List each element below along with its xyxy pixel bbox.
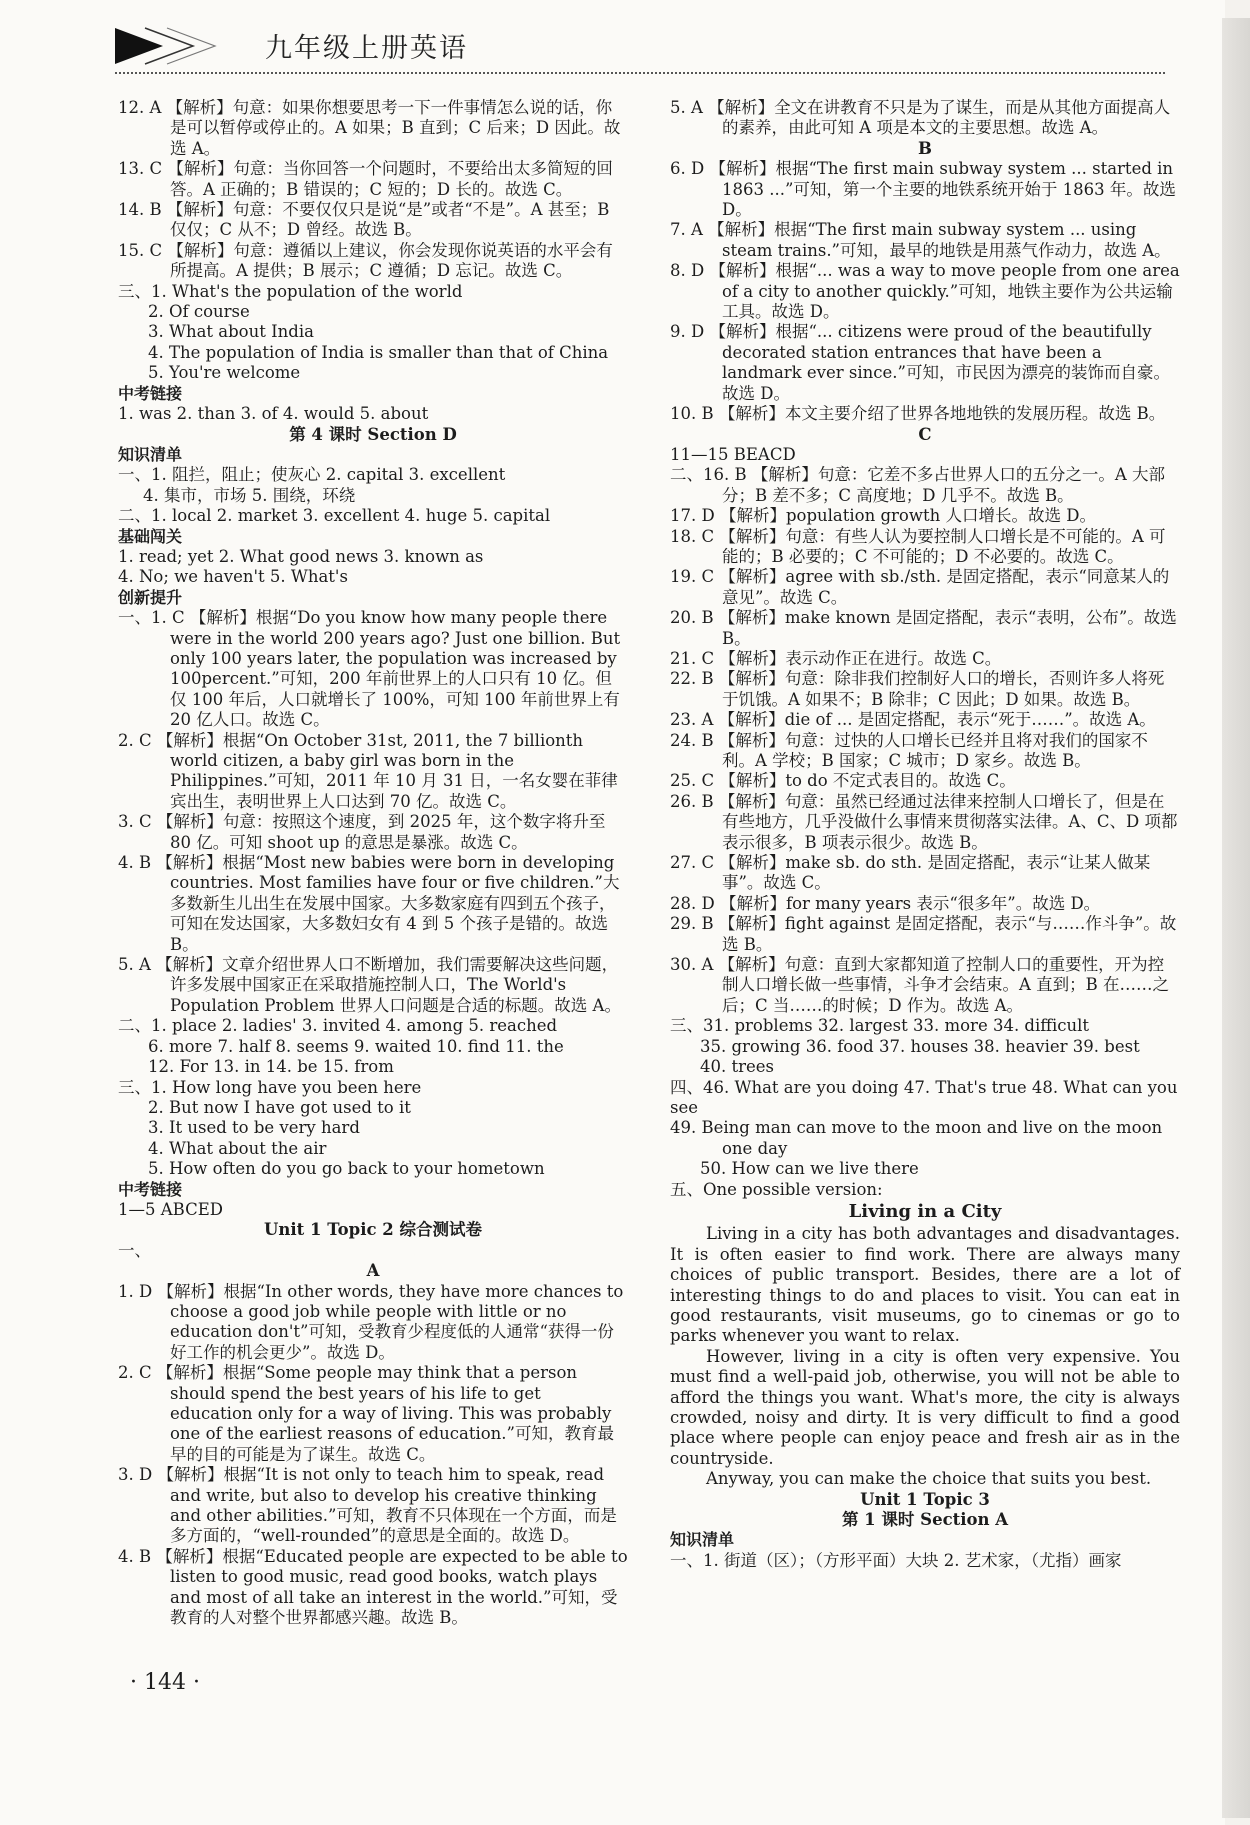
arrow-logo-icon <box>115 24 225 68</box>
right-line: 8. D 【解析】根据“... was a way to move people from one area of a city to another quickly.”可知，地铁主要作为公共运输工具。故选 D。 <box>670 261 1180 322</box>
left-line: 中考链接 <box>118 383 183 403</box>
left-line: 3. It used to be very hard <box>148 1118 360 1138</box>
right-line: 25. C 【解析】to do 不定式表目的。故选 C。 <box>670 771 1016 791</box>
left-line: 4. What about the air <box>148 1138 327 1158</box>
left-line: 3. What about India <box>148 322 314 342</box>
right-answers <box>670 98 1180 1200</box>
left-line: 5. How often do you go back to your hometown <box>148 1159 545 1179</box>
header-divider <box>115 72 1165 74</box>
right-line: 49. Being man can move to the moon and live on the moon one day <box>670 1118 1163 1158</box>
left-line: 第 4 课时 Section D <box>289 424 457 444</box>
right-line: 四、46. What are you doing 47. That's true 48. What can you see <box>670 1077 1178 1117</box>
right-line: 50. How can we live there <box>700 1159 919 1179</box>
left-column <box>118 98 628 1628</box>
right_tail-line: Unit 1 Topic 3 <box>860 1489 990 1509</box>
right_tail-line: 知识清单 <box>670 1530 735 1550</box>
right-line: 11—15 BEACD <box>670 444 796 464</box>
right-line: 7. A 【解析】根据“The first main subway system ... using steam trains.”可知，最早的地铁是用蒸气作动力，故选 A。 <box>670 220 1171 260</box>
left-line: 2. C 【解析】根据“Some people may think that a person should spend the best years of his life to get education only for a way of living. This was probably one of the earliest reasons of education.”可知，教育最早的目的可能是为了谋生。故选 C。 <box>118 1363 614 1464</box>
right-line: 9. D 【解析】根据“... citizens were proud of the beautifully decorated station entrances that have been a landmark ever since.”可知，市民因为漂亮的装饰而自豪。故选 D。 <box>670 322 1170 403</box>
next-section <box>670 1490 1180 1572</box>
right-line: 6. D 【解析】根据“The first main subway system ... started in 1863 ...”可知，第一个主要的地铁系统开始于 1863 年。故选 D。 <box>670 159 1176 220</box>
left-line: 一、1. 阻拦，阻止；使灰心 2. capital 3. excellent <box>118 465 506 485</box>
left-line: 4. 集市，市场 5. 围绕，环绕 <box>143 485 356 505</box>
right-line: 24. B 【解析】句意：过快的人口增长已经并且将对我们的国家不利。A 学校；B 国家；C 城市；D 家乡。故选 B。 <box>670 730 1148 770</box>
right-line: 20. B 【解析】make known 是固定搭配，表示“表明，公布”。故选 B。 <box>670 608 1177 648</box>
left-line: 1. was 2. than 3. of 4. would 5. about <box>118 404 429 424</box>
left-line: 15. C 【解析】句意：遵循以上建议，你会发现你说英语的水平会有所提高。A 提供；B 展示；C 遵循；D 忘记。故选 C。 <box>118 240 613 281</box>
left-line: 4. B 【解析】根据“Most new babies were born in developing countries. Most families have four or five children.”大多数新生儿出生在发展中国家。大多数家庭有四到五个孩子，可知在发达国家，大多数妇女有 4 到 5 个孩子是错的。故选 B。 <box>118 853 620 954</box>
left-line: 5. A 【解析】文章介绍世界人口不断增加，我们需要解决这些问题，许多发展中国家正在采取措施控制人口，The World's Population Problem 世界人口问题是合适的标题。故选 A。 <box>118 955 621 1015</box>
page-edge <box>1222 18 1250 1818</box>
left-line: 4. The population of India is smaller than that of China <box>148 342 609 362</box>
left-line: 3. C 【解析】句意：按照这个速度，到 2025 年，这个数字将升至 80 亿。可知 shoot up 的意思是暴涨。故选 C。 <box>118 812 606 852</box>
right_tail-line: 一、1. 街道（区）；（方形平面）大块 2. 艺术家，（尤指）画家 <box>670 1550 1122 1570</box>
essay-paragraph: However, living in a city is often very expensive. You must find a well-paid job, otherwise, you will not be able to afford the things you want. What's more, the city is always crowded, noisy and dirty. It is very difficult to find a good place where people can enjoy peace and fresh air as in the countryside. <box>670 1346 1180 1468</box>
left-line: 1. read; yet 2. What good news 3. known as <box>118 546 484 566</box>
right_tail-line: 第 1 课时 Section A <box>841 1510 1009 1530</box>
right-line: B <box>918 138 932 158</box>
left-line: A <box>366 1261 380 1281</box>
right-line: 29. B 【解析】fight against 是固定搭配，表示“与……作斗争”。故选 B。 <box>670 914 1177 954</box>
left-line: 二、1. local 2. market 3. excellent 4. huge 5. capital <box>118 506 551 526</box>
left-line: Unit 1 Topic 2 综合测试卷 <box>264 1220 482 1240</box>
essay-paragraph: Anyway, you can make the choice that suits you best. <box>706 1469 1152 1489</box>
right-line: 二、16. B 【解析】句意：它差不多占世界人口的五分之一。A 大部分；B 差不多；C 高度地；D 几乎不。故选 B。 <box>670 465 1166 505</box>
right-line: 17. D 【解析】population growth 人口增长。故选 D。 <box>670 506 1096 526</box>
essay-title: Living in a City <box>848 1200 1002 1222</box>
right-line: 35. growing 36. food 37. houses 38. heavier 39. best <box>700 1036 1140 1056</box>
left-line: 3. D 【解析】根据“It is not only to teach him to speak, read and write, but also to develop his creative thinking and other abilities.”可知，教育不只体现在一个方面，而是多方面的，“well-rounded”的意思是全面的。故选 D。 <box>118 1465 617 1546</box>
left-line: 基础闯关 <box>118 526 183 546</box>
left-line: 4. No; we haven't 5. What's <box>118 567 348 587</box>
left-line: 12. A 【解析】句意：如果你想要思考一下一件事情怎么说的话，你是可以暂停或停止的。A 如果；B 直到；C 后来；D 因此。故选 A。 <box>118 98 621 158</box>
left-line: 5. You're welcome <box>148 363 301 383</box>
left-line: 中考链接 <box>118 1179 183 1199</box>
sample-essay <box>670 1202 1180 1490</box>
right-line: 五、One possible version: <box>670 1179 883 1199</box>
right-line: 26. B 【解析】句意：虽然已经通过法律来控制人口增长了，但是在有些地方，几乎没做什么事情来贯彻落实法律。A、C、D 项都表示很多，B 项表示很少。故选 B。 <box>670 791 1178 852</box>
left-line: 创新提升 <box>118 587 183 607</box>
left-line: 1. D 【解析】根据“In other words, they have more chances to choose a good job while people with little or no education don't”可知，受教育少程度低的人通常“获得一份好工作的机会更少”。故选 D。 <box>118 1281 624 1362</box>
right-line: 5. A 【解析】全文在讲教育不只是为了谋生，而是从其他方面提高人的素养，由此可知 A 项是本文的主要思想。故选 A。 <box>670 98 1171 138</box>
left-line: 2. Of course <box>148 302 250 322</box>
header-title: 九年级上册英语 <box>265 33 468 64</box>
right-line: 40. trees <box>700 1057 775 1077</box>
right-line: 10. B 【解析】本文主要介绍了世界各地地铁的发展历程。故选 B。 <box>670 404 1166 424</box>
right-line: 22. B 【解析】句意：除非我们控制好人口的增长，否则许多人将死于饥饿。A 如果不；B 除非；C 因此；D 如果。故选 B。 <box>670 669 1165 709</box>
page-number: · 144 · <box>130 1670 200 1695</box>
left-line: 一、1. C 【解析】根据“Do you know how many people there were in the world 200 years ago? Just one billion. But only 100 years later, the population was increased by 100percent.”可知，200 年前世界上的人口只有 10 亿。但仅 100 年后，人口就增长了 100%，可知 100 年前世界上有 20 亿人口。故选 C。 <box>118 608 621 730</box>
left-line: 6. more 7. half 8. seems 9. waited 10. find 11. the <box>148 1036 564 1056</box>
left-line: 二、1. place 2. ladies' 3. invited 4. among 5. reached <box>118 1016 558 1036</box>
left-line: 知识清单 <box>118 444 183 464</box>
left-line: 2. But now I have got used to it <box>148 1097 411 1117</box>
right-line: C <box>918 424 932 444</box>
right-line: 27. C 【解析】make sb. do sth. 是固定搭配，表示“让某人做某事”。故选 C。 <box>670 853 1151 893</box>
right-line: 28. D 【解析】for many years 表示“很多年”。故选 D。 <box>670 893 1101 913</box>
left-line: 13. C 【解析】句意：当你回答一个问题时，不要给出太多简短的回答。A 正确的；B 错误的；C 短的；D 长的。故选 C。 <box>118 159 613 199</box>
right-line: 23. A 【解析】die of ... 是固定搭配，表示“死于……”。故选 A。 <box>670 710 1156 730</box>
right-line: 19. C 【解析】agree with sb./sth. 是固定搭配，表示“同意某人的意见”。故选 C。 <box>670 567 1170 607</box>
page-header <box>115 18 1165 74</box>
right-line: 30. A 【解析】句意：直到大家都知道了控制人口的重要性，开为控制人口增长做一些事情，斗争才会结束。A 直到；B 在……之后；C 当……的时候；D 作为。故选 A。 <box>670 955 1170 1015</box>
right-line: 21. C 【解析】表示动作正在进行。故选 C。 <box>670 648 1002 668</box>
left-line: 12. For 13. in 14. be 15. from <box>148 1057 394 1077</box>
essay-paragraph: Living in a city has both advantages and disadvantages. It is often easier to find work. There are always many choices of public transport. Besides, there are a lot of interesting things to do and places to visit. You can eat in good restaurants, visit museums, go to cinemas or go to parks whenever you want to relax. <box>670 1224 1180 1346</box>
left-line: 三、1. How long have you been here <box>118 1077 422 1097</box>
left-line: 14. B 【解析】句意：不要仅仅只是说“是”或者“不是”。A 甚至；B 仅仅；C 从不；D 曾经。故选 B。 <box>118 200 610 240</box>
left-line: 2. C 【解析】根据“On October 31st, 2011, the 7 billionth world citizen, a baby girl was born in the Philippines.”可知，2011 年 10 月 31 日，一名女婴在菲律宾出生，表明世界上人口达到 70 亿。故选 C。 <box>118 730 618 811</box>
left-line: 4. B 【解析】根据“Educated people are expected to be able to listen to good music, read good books, watch plays and most of all take an interest in the world.”可知，受教育的人对整个世界都感兴趣。故选 B。 <box>118 1546 628 1628</box>
left-line: 三、1. What's the population of the world <box>118 281 463 301</box>
right-line: 三、31. problems 32. largest 33. more 34. difficult <box>670 1016 1090 1036</box>
left-line: 1—5 ABCED <box>118 1199 223 1219</box>
left-line: 一、 <box>118 1240 151 1260</box>
right-line: 18. C 【解析】句意：有些人认为要控制人口增长是不可能的。A 可能的；B 必要的；C 不可能的；D 不必要的。故选 C。 <box>670 526 1166 566</box>
right-column <box>670 98 1180 1571</box>
